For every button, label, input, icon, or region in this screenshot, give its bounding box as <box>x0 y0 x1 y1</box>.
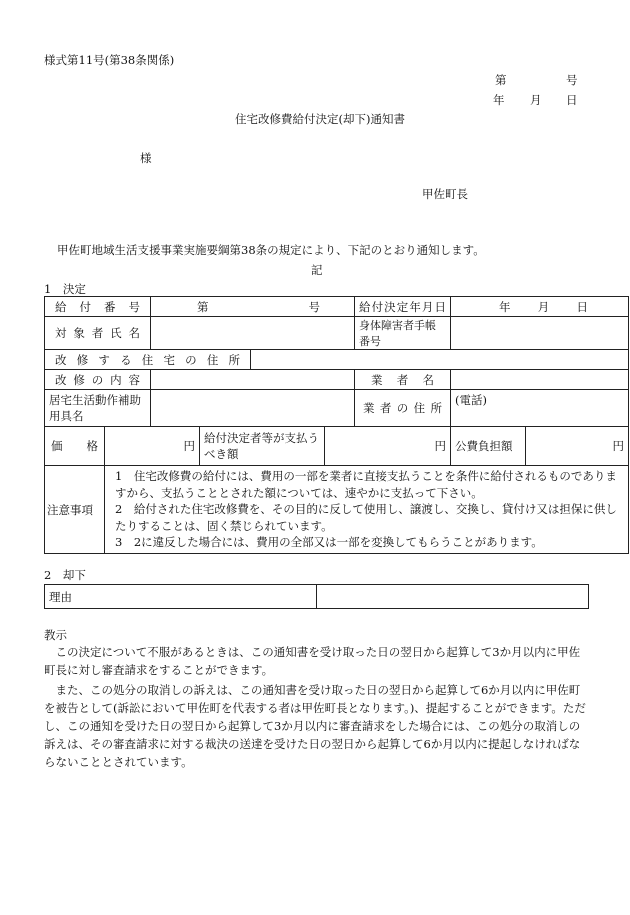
kohi-value: 円 <box>526 427 629 466</box>
number-label-go: 号 <box>566 73 578 87</box>
gyosha-value <box>451 370 629 390</box>
form-number: 様式第11号(第38条関係) <box>44 53 175 67</box>
instruction-para-2: また、この処分の取消しの訴えは、この通知書を受け取った日の翌日から起算して6か月以内に甲佐町を被告として(訴訟において甲佐町を代表する者は甲佐町長となります。)、提起することができます。ただし、この通知を受けた日の翌日から起算して3か月以内に審査請求をした場合には、この処分の取消しの訴えは、その審査請求に対する裁決の送達を受けた日の翌日から起算して6か月以内に提起しなければならないこととされています。 <box>44 683 586 769</box>
kyufu-bango-label: 給 付 番 号 <box>45 297 151 317</box>
instruction-para-1: この決定について不服があるときは、この通知書を受け取った日の翌日から起算して3か月以内に甲佐町長に対し審査請求をすることができます。 <box>44 645 581 677</box>
gyosha-label: 業 者 名 <box>355 370 451 390</box>
recipient-suffix: 様 <box>140 151 152 165</box>
ki-label: 記 <box>311 263 323 277</box>
shiharai-value: 円 <box>325 427 451 466</box>
section1-heading: 1 決定 <box>44 282 86 296</box>
note-2: 2 給付された住宅改修費を、その目的に反して使用し、譲渡し、交換し、貸付け又は担保に供したりすることは、固く禁じられています。 <box>115 502 617 533</box>
note-1: 1 住宅改修費の給付には、費用の一部を業者に直接支払うことを条件に給付されるものでありますから、支払うこととされた額については、速やかに支払って下さい。 <box>115 469 617 500</box>
kakaku-label: 価 格 <box>45 427 105 466</box>
yogu-label: 居宅生活動作補助用具名 <box>45 390 151 427</box>
gyosha-jusho-value <box>451 390 629 427</box>
shiharai-label: 給付決定者等が支払うべき額 <box>200 427 325 466</box>
yogu-value <box>151 390 355 427</box>
kyufu-bango-cell: 第 号 <box>151 297 355 317</box>
kakaku-value: 円 <box>105 427 200 466</box>
date-year-label: 年 <box>493 93 505 107</box>
section2-heading: 2 却下 <box>44 568 86 582</box>
date-day-label: 日 <box>566 93 578 107</box>
notes-cell <box>105 466 629 554</box>
denwa-label: (電話) <box>455 393 487 407</box>
reason-value <box>317 585 589 609</box>
chui-label: 注意事項 <box>45 466 105 554</box>
naiyo-value <box>151 370 355 390</box>
issuer-name: 甲佐町長 <box>422 187 468 201</box>
techo-label: 身体障害者手帳番号 <box>355 317 451 350</box>
taishosha-label: 対 象 者 氏 名 <box>45 317 151 350</box>
instruction-heading: 教示 <box>44 628 67 642</box>
naiyo-label: 改 修 の 内 容 <box>45 370 151 390</box>
rejection-table <box>44 584 589 609</box>
note-3: 3 2に違反した場合には、費用の全部又は一部を変換してもらうことがあります。 <box>115 535 543 550</box>
intro-text: 甲佐町地域生活支援事業実施要綱第38条の規定により、下記のとおり通知します。 <box>57 243 485 257</box>
gyosha-jusho-label: 業 者 の 住 所 <box>355 390 451 427</box>
date-month-label: 月 <box>530 93 542 107</box>
kettei-date-cell: 年 月 日 <box>451 297 629 317</box>
document-title: 住宅改修費給付決定(却下)通知書 <box>235 112 405 126</box>
jusho-label: 改 修 す る 住 宅 の 住 所 <box>45 350 251 370</box>
taishosha-value <box>151 317 355 350</box>
kettei-date-label: 給 付 決 定 年 月 日 <box>355 297 451 317</box>
kohi-label: 公費負担額 <box>451 427 526 466</box>
reason-label: 理由 <box>45 585 317 609</box>
number-label-dai: 第 <box>495 73 507 87</box>
techo-value <box>451 317 629 350</box>
jusho-value <box>251 350 629 370</box>
decision-table <box>44 296 629 554</box>
